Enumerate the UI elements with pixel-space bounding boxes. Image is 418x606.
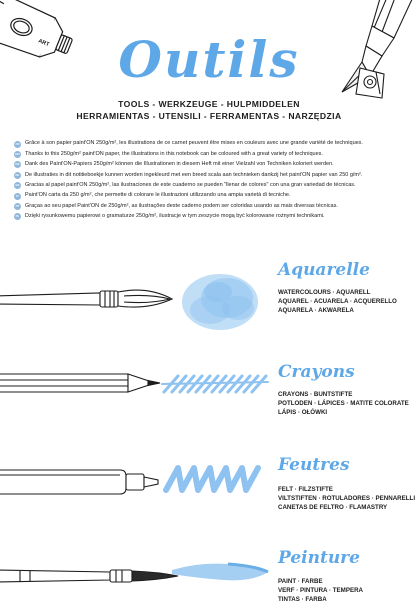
lang-flag-icon: EN xyxy=(15,152,20,157)
watercolor-brush-icon xyxy=(0,282,175,322)
section-title-aquarelle: Aquarelle xyxy=(278,260,370,280)
lang-flag-icon: IT xyxy=(14,193,21,200)
lang-flag-icon: DE xyxy=(15,162,20,167)
subtitle-line-2: HERRAMIENTAS - UTENSILI - FERRAMENTAS - NARZĘDZIA xyxy=(76,111,342,121)
intro-item xyxy=(14,149,414,159)
lang-flag-icon: PL xyxy=(15,214,20,219)
intro-text: Paint'ON carta da 250 g/m², che permette di colorare le illustrazioni utilizzando una ampia varietà di tecniche. xyxy=(25,192,291,199)
intro-list xyxy=(14,139,414,222)
intro-item xyxy=(14,191,414,201)
section-line: TINTAS · FARBA xyxy=(278,596,327,603)
subtitle-line-1: TOOLS - WERKZEUGE - HULPMIDDELEN xyxy=(118,99,300,109)
section-line: FELT · FILZSTIFTE xyxy=(278,486,333,493)
intro-item xyxy=(14,139,414,149)
lang-flag-icon: FR xyxy=(15,141,20,146)
section-line: CRAYONS · BUNTSTIFTE xyxy=(278,391,353,398)
section-line: POTLODEN · LÁPICES · MATITE COLORATE xyxy=(278,400,409,407)
felt-swatch xyxy=(160,460,280,500)
paint-swatch xyxy=(168,552,278,592)
intro-text: Graças ao seu papel Paint'ON de 250g/m², as ilustrações deste caderno podem ser coloridas usando as mais diversas técnicas. xyxy=(25,202,338,209)
intro-text: Grâce à son papier paint'ON 250g/m², les illustrations de ce carnet peuvent être mises en couleurs avec une grande variété de techniques. xyxy=(25,140,363,147)
section-line: VERF · PINTURA · TEMPERA xyxy=(278,587,364,594)
section-line: WATERCOLOURS · AQUARELL xyxy=(278,289,371,296)
paint-brush-icon xyxy=(0,562,190,592)
intro-item xyxy=(14,160,414,170)
section-line: AQUAREL · ACUARELA · ACQUERELLO xyxy=(278,298,397,305)
tube-label: ART xyxy=(37,38,50,49)
section-lines-aquarelle xyxy=(278,288,397,315)
intro-text: Dzięki rysunkowemu papierowi o gramaturze 250g/m², ilustracje w tym zeszycie mogą być kolorowane rożnymi technikami. xyxy=(25,213,325,220)
intro-text: Gracias al papel paint'ON 250g/m², las ilustraciones de este cuaderno se pueden "llenar de colores" con una gran variedad de técnicas. xyxy=(25,182,356,188)
lang-flag-icon: ES xyxy=(15,183,20,188)
lang-flag-icon: NL xyxy=(15,172,20,177)
section-line: PAINT · FARBE xyxy=(278,578,323,585)
section-line: VILTSTIFTEN · ROTULADORES · PENNARELLI xyxy=(278,495,416,502)
section-lines-peinture xyxy=(278,577,363,604)
intro-text: Thanks to this 250g/m² paint'ON paper, the illustrations in this notebook can be coloured with a great variety of techniques. xyxy=(25,150,323,157)
felt-marker-icon xyxy=(0,466,170,500)
pencil-icon xyxy=(0,370,170,400)
section-lines-feutres xyxy=(278,485,415,512)
section-title-crayons: Crayons xyxy=(278,362,355,382)
intro-item xyxy=(14,170,414,180)
intro-text: De illustraties in dit notitieboekje kunnen worden ingekleurd met een breed scala aan technieken dankzij het paint'ON papier van 250 g/m². xyxy=(25,171,363,178)
lang-flag-icon: PT xyxy=(15,204,20,209)
section-line: LÁPIS · OŁÓWKI xyxy=(278,409,328,416)
intro-item xyxy=(14,201,414,211)
watercolor-swatch xyxy=(172,262,282,342)
section-line: AQUARELA · AKWARELA xyxy=(278,307,354,314)
intro-item xyxy=(14,181,414,191)
section-title-feutres: Feutres xyxy=(278,455,350,475)
section-title-peinture: Peinture xyxy=(278,548,360,568)
section-lines-crayons xyxy=(278,390,409,417)
page-title: Outils xyxy=(118,30,300,89)
intro-text: Dank des Paint'ON-Papiers 250g/m² können die Illustrationen in diesem Heft mit einer Vielzahl von Techniken koloriert werden. xyxy=(25,161,334,168)
intro-item xyxy=(14,212,414,222)
crayon-swatch xyxy=(158,368,278,398)
section-line: CANETAS DE FELTRO · FLAMASTRY xyxy=(278,504,388,511)
